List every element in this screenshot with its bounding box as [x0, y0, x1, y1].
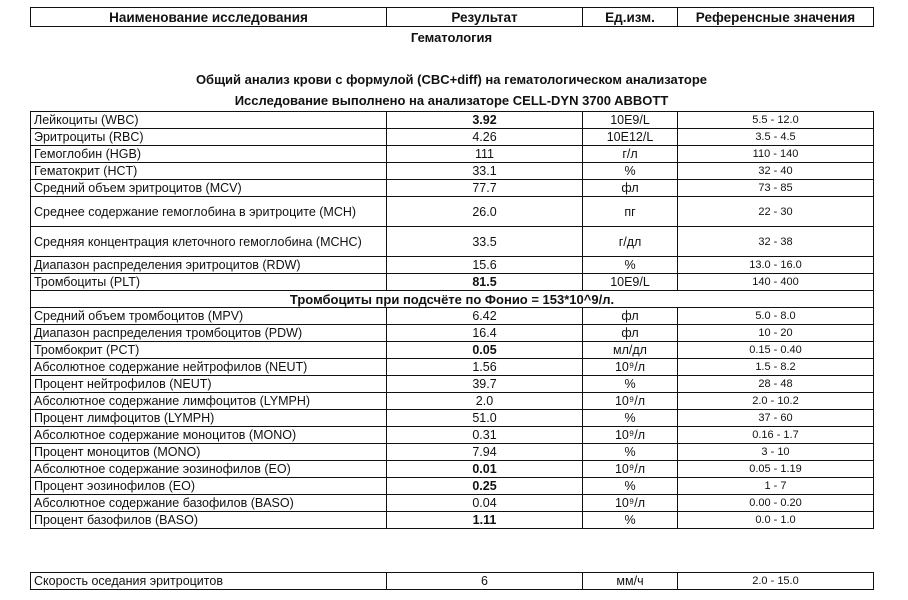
test-result: 7.94: [387, 444, 583, 461]
test-result: 1.11: [387, 512, 583, 529]
analyzer-title: Исследование выполнено на анализаторе CELL-DYN 3700 ABBOTT: [234, 93, 669, 108]
test-name: Диапазон распределения тромбоцитов (PDW): [31, 325, 387, 342]
test-name: Абсолютное содержание лимфоцитов (LYMPH): [31, 393, 387, 410]
test-unit: г/л: [583, 146, 678, 163]
test-name: Среднее содержание гемоглобина в эритроците (MCH): [31, 197, 387, 227]
test-reference: 3 - 10: [678, 444, 874, 461]
header-table: [30, 7, 874, 27]
test-name: Диапазон распределения эритроцитов (RDW): [31, 257, 387, 274]
table-row: [31, 427, 874, 444]
header-unit: Ед.изм.: [583, 8, 678, 27]
table-row: [31, 129, 874, 146]
table-row: [31, 359, 874, 376]
test-reference: 3.5 - 4.5: [678, 129, 874, 146]
test-unit: 10E9/L: [583, 274, 678, 291]
table-row: [31, 197, 874, 227]
test-result: 81.5: [387, 274, 583, 291]
test-reference: 22 - 30: [678, 197, 874, 227]
test-unit: %: [583, 257, 678, 274]
test-result: 1.56: [387, 359, 583, 376]
table-row: [31, 573, 874, 590]
test-name: Тромбокрит (PCT): [31, 342, 387, 359]
table-row: [31, 325, 874, 342]
fonio-note: Тромбоциты при подсчёте по Фонио = 153*10^9/л.: [31, 291, 874, 308]
test-reference: 0.15 - 0.40: [678, 342, 874, 359]
header-result: Результат: [387, 8, 583, 27]
table-row: [31, 495, 874, 512]
test-result: 16.4: [387, 325, 583, 342]
test-result: 2.0: [387, 393, 583, 410]
test-unit: пг: [583, 197, 678, 227]
table-row: [31, 393, 874, 410]
header-reference: Референсные значения: [678, 8, 874, 27]
test-unit: фл: [583, 308, 678, 325]
test-unit: мл/дл: [583, 342, 678, 359]
test-result: 39.7: [387, 376, 583, 393]
test-unit: %: [583, 512, 678, 529]
test-name: Процент эозинофилов (EO): [31, 478, 387, 495]
section-title: Гематология: [410, 30, 493, 45]
table-row: [31, 227, 874, 257]
table-row: [31, 376, 874, 393]
test-unit: %: [583, 410, 678, 427]
test-name: Гематокрит (HCT): [31, 163, 387, 180]
test-result: 3.92: [387, 112, 583, 129]
test-reference: 32 - 40: [678, 163, 874, 180]
table-row: [31, 461, 874, 478]
header-name: Наименование исследования: [31, 8, 387, 27]
test-unit: %: [583, 478, 678, 495]
test-name: Абсолютное содержание нейтрофилов (NEUT): [31, 359, 387, 376]
test-name: Абсолютное содержание моноцитов (MONO): [31, 427, 387, 444]
test-reference: 2.0 - 15.0: [678, 573, 874, 590]
test-name: Гемоглобин (HGB): [31, 146, 387, 163]
test-name: Абсолютное содержание эозинофилов (EO): [31, 461, 387, 478]
test-name: Средний объем тромбоцитов (MPV): [31, 308, 387, 325]
test-reference: 0.05 - 1.19: [678, 461, 874, 478]
test-result: 33.1: [387, 163, 583, 180]
test-unit: г/дл: [583, 227, 678, 257]
table-row: [31, 112, 874, 129]
test-result: 0.01: [387, 461, 583, 478]
test-result: 0.05: [387, 342, 583, 359]
test-name: Абсолютное содержание базофилов (BASO): [31, 495, 387, 512]
esr-table: [30, 572, 874, 590]
table-row: [31, 180, 874, 197]
test-name: Лейкоциты (WBC): [31, 112, 387, 129]
test-result: 51.0: [387, 410, 583, 427]
header-row: [31, 8, 874, 27]
test-result: 33.5: [387, 227, 583, 257]
test-reference: 140 - 400: [678, 274, 874, 291]
fonio-note-row: [31, 291, 874, 308]
test-unit: 10⁹/л: [583, 427, 678, 444]
table-row: [31, 478, 874, 495]
test-reference: 0.0 - 1.0: [678, 512, 874, 529]
test-reference: 2.0 - 10.2: [678, 393, 874, 410]
test-reference: 32 - 38: [678, 227, 874, 257]
table-row: [31, 274, 874, 291]
table-row: [31, 410, 874, 427]
test-unit: 10⁹/л: [583, 461, 678, 478]
test-reference: 5.5 - 12.0: [678, 112, 874, 129]
test-name: Процент лимфоцитов (LYMPH): [31, 410, 387, 427]
table-row: [31, 146, 874, 163]
test-reference: 10 - 20: [678, 325, 874, 342]
results-table: [30, 111, 874, 529]
table-row: [31, 257, 874, 274]
test-unit: %: [583, 163, 678, 180]
test-result: 0.25: [387, 478, 583, 495]
test-reference: 73 - 85: [678, 180, 874, 197]
test-name: Процент базофилов (BASO): [31, 512, 387, 529]
test-result: 6: [387, 573, 583, 590]
test-unit: %: [583, 444, 678, 461]
test-name: Эритроциты (RBC): [31, 129, 387, 146]
test-reference: 1 - 7: [678, 478, 874, 495]
test-reference: 1.5 - 8.2: [678, 359, 874, 376]
test-result: 26.0: [387, 197, 583, 227]
test-unit: 10E12/L: [583, 129, 678, 146]
test-reference: 28 - 48: [678, 376, 874, 393]
test-result: 0.31: [387, 427, 583, 444]
table-row: [31, 308, 874, 325]
test-result: 111: [387, 146, 583, 163]
table-row: [31, 163, 874, 180]
analysis-title: Общий анализ крови с формулой (CBC+diff) на гематологическом анализаторе: [195, 72, 708, 87]
test-unit: 10⁹/л: [583, 393, 678, 410]
table-row: [31, 342, 874, 359]
test-result: 4.26: [387, 129, 583, 146]
test-reference: 37 - 60: [678, 410, 874, 427]
test-unit: %: [583, 376, 678, 393]
test-reference: 0.16 - 1.7: [678, 427, 874, 444]
test-unit: 10⁹/л: [583, 495, 678, 512]
test-result: 77.7: [387, 180, 583, 197]
test-unit: фл: [583, 180, 678, 197]
test-reference: 13.0 - 16.0: [678, 257, 874, 274]
test-unit: 10⁹/л: [583, 359, 678, 376]
test-name: Процент нейтрофилов (NEUT): [31, 376, 387, 393]
test-result: 6.42: [387, 308, 583, 325]
test-unit: фл: [583, 325, 678, 342]
test-result: 0.04: [387, 495, 583, 512]
test-unit: 10E9/L: [583, 112, 678, 129]
test-reference: 110 - 140: [678, 146, 874, 163]
test-result: 15.6: [387, 257, 583, 274]
test-reference: 0.00 - 0.20: [678, 495, 874, 512]
table-row: [31, 444, 874, 461]
test-name: Средний объем эритроцитов (MCV): [31, 180, 387, 197]
test-unit: мм/ч: [583, 573, 678, 590]
test-name: Тромбоциты (PLT): [31, 274, 387, 291]
test-name: Средняя концентрация клеточного гемоглобина (MCHC): [31, 227, 387, 257]
table-row: [31, 512, 874, 529]
test-name: Скорость оседания эритроцитов: [31, 573, 387, 590]
test-name: Процент моноцитов (MONO): [31, 444, 387, 461]
test-reference: 5.0 - 8.0: [678, 308, 874, 325]
